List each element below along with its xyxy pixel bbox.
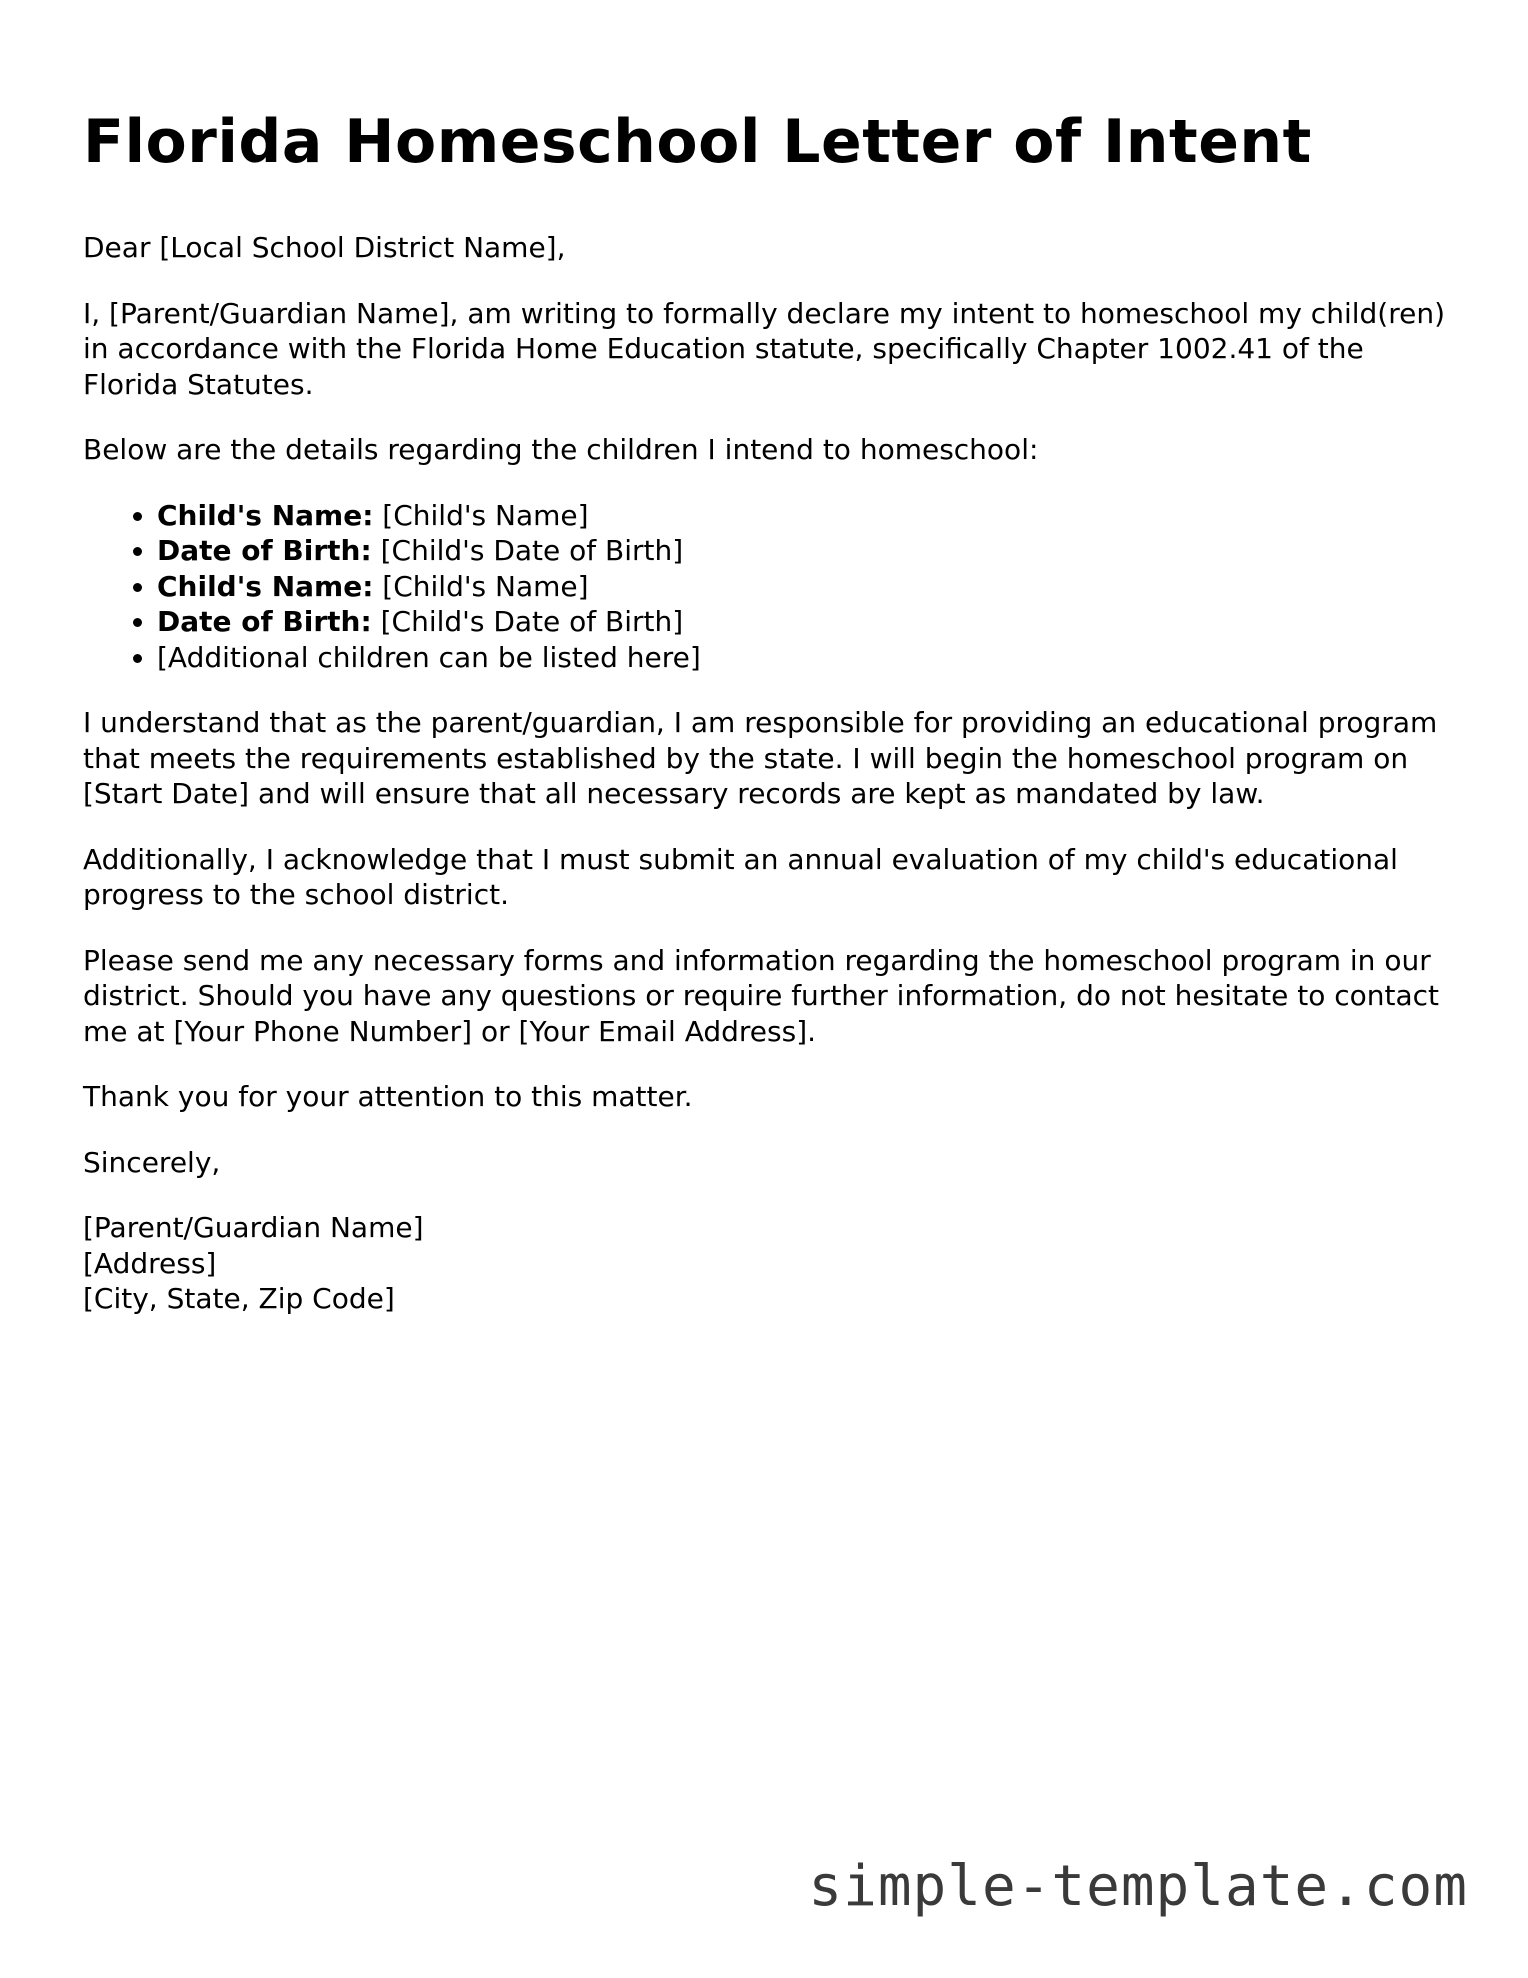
signature-block — [83, 1210, 1453, 1317]
salutation: Dear [Local School District Name], — [83, 231, 566, 264]
evaluation-paragraph: Additionally, I acknowledge that I must submit an annual evaluation of my child's educational progress to the school district. — [83, 842, 1398, 911]
child-name-label: Child's Name: — [157, 569, 374, 603]
letter-page — [83, 100, 1453, 1317]
date-of-birth-label: Date of Birth: — [157, 534, 372, 567]
list-item — [157, 604, 1453, 640]
intro-paragraph: I, [Parent/Guardian Name], am writing to formally declare my intent to homeschool my child(ren) in accordance with the Florida Home Education statute, specifically Chapter 1002.41 of the Florida Statutes. — [83, 296, 1445, 401]
thanks-paragraph: Thank you for your attention to this matter. — [83, 1080, 693, 1113]
list-item — [157, 569, 1453, 605]
child-name-label: Child's Name: — [157, 498, 374, 532]
signature-city-state-zip: [City, State, Zip Code] — [83, 1282, 395, 1315]
details-intro: Below are the details regarding the children I intend to homeschool: — [83, 433, 1039, 466]
list-item — [157, 533, 1453, 569]
date-of-birth-label: Date of Birth: — [157, 605, 372, 638]
child-name-value: [Child's Name] — [373, 569, 589, 603]
child-name-value: [Child's Name] — [373, 498, 589, 532]
signature-name: [Parent/Guardian Name] — [83, 1211, 424, 1244]
responsibility-paragraph: I understand that as the parent/guardian, I am responsible for providing an educational program that meets the requirements established by the state. I will begin the homeschool program on [Start Date] and will ensure that all necessary records are kept as mandated by law. — [83, 706, 1438, 810]
signature-address: [Address] — [83, 1246, 217, 1280]
children-list — [83, 498, 1453, 676]
date-of-birth-value: [Child's Date of Birth] — [371, 605, 684, 638]
date-of-birth-value: [Child's Date of Birth] — [371, 534, 684, 567]
closing: Sincerely, — [83, 1145, 221, 1179]
request-paragraph: Please send me any necessary forms and information regarding the homeschool program in our district. Should you have any questions or require further information, do not hesitate to contact me at [Your Phone Number] or [Your Email Address]. — [83, 943, 1440, 1048]
list-item — [157, 640, 1453, 676]
watermark: simple-template.com — [808, 1854, 1468, 1919]
list-item — [157, 498, 1453, 534]
additional-children-note: [Additional children can be listed here] — [157, 640, 701, 674]
page-title: Florida Homeschool Letter of Intent — [83, 107, 1312, 177]
